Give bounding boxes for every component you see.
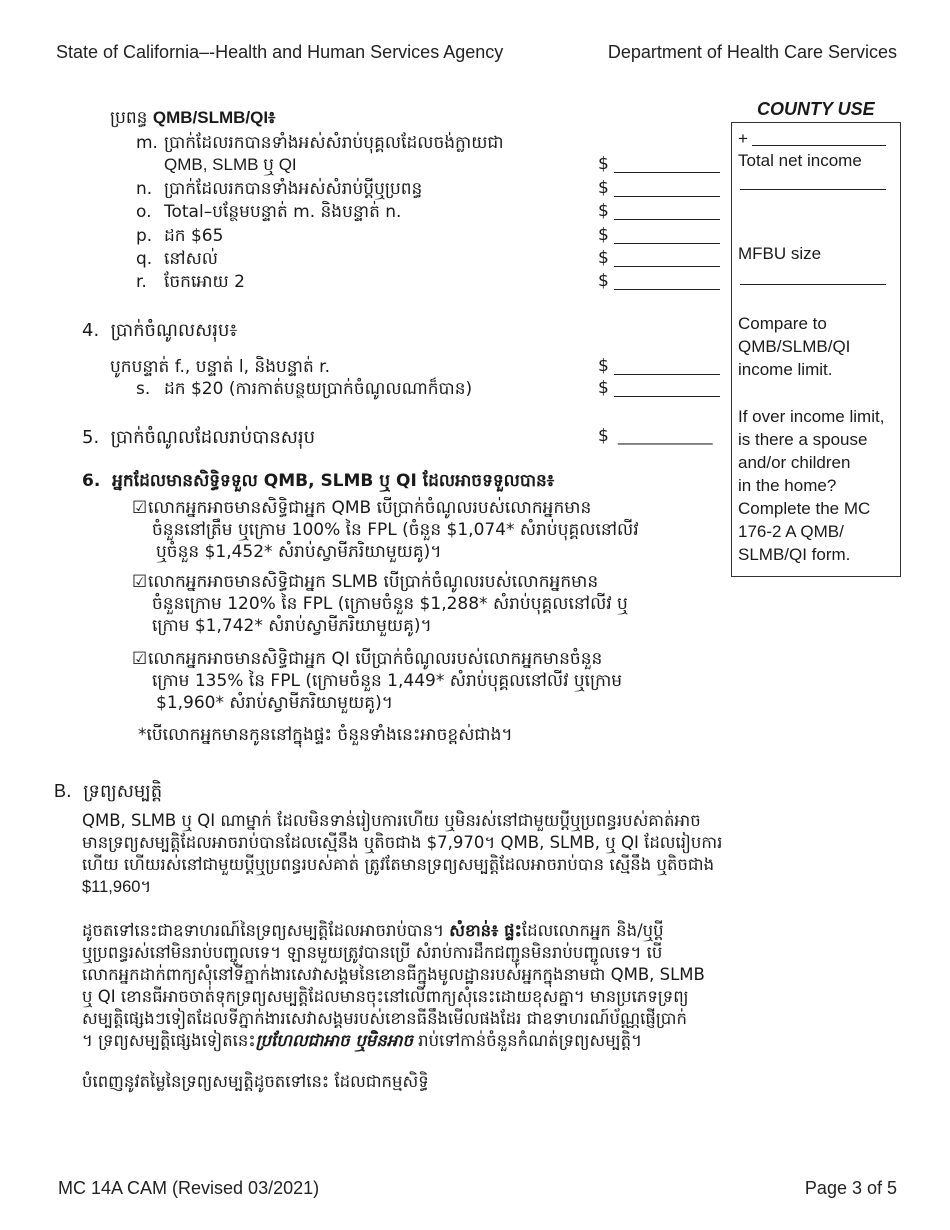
- field-r[interactable]: [614, 273, 720, 290]
- over-limit-line-7: SLMB/QI form.: [738, 545, 851, 564]
- total-net-income-label: Total net income: [738, 151, 862, 170]
- field-m[interactable]: [614, 156, 720, 173]
- item-4: 4. ប្រាក់ចំណូលសរុប៖: [82, 320, 238, 341]
- dollar-q: $: [598, 248, 609, 268]
- over-limit-line-4: in the home?: [738, 476, 837, 495]
- county-use-box: [731, 122, 901, 577]
- footer-page-number: Page 3 of 5: [804, 1178, 897, 1198]
- line-o: o. Total–បន្ថែមបន្ទាត់ m. និងបន្ទាត់ n.: [136, 202, 402, 222]
- section-b-paragraph-3: បំពេញនូវតម្លៃនៃទ្រព្យសម្បត្តិដូចតទៅនេះ ដែលជាកម្មសិទ្ធិ: [82, 1072, 429, 1091]
- line-p: p. ដក $65: [136, 226, 224, 246]
- dollar-4s: $: [598, 378, 609, 398]
- field-n[interactable]: [614, 180, 720, 197]
- item-6-footnote: *បើលោកអ្នកមានកូននៅក្នុងផ្ទះ ចំនួនទាំងនេះអាចខ្ពស់ជាង។: [138, 725, 513, 745]
- checkbox-qmb[interactable]: ☑: [132, 498, 148, 518]
- field-4s[interactable]: [614, 380, 720, 397]
- field-5[interactable]: __________: [618, 426, 713, 445]
- compare-line-3: income limit.: [738, 360, 833, 379]
- mfbu-size-label: MFBU size: [738, 244, 822, 263]
- section-b-heading: B. ទ្រព្យសម្បត្តិ: [54, 781, 163, 802]
- section-b-paragraph-2: ដូចតទៅនេះជាឧទាហរណ៍នៃទ្រព្យសម្បត្តិដែលអាចរាប់បាន។ សំខាន់៖ ផ្ទះដែលលោកអ្នក និង/ឬប្តី ឬប្រពន្ធរស់នៅមិនរាប់បញ្ចូលទេ។ ឡានមួយត្រូវបានប្រើ សំរាប់ការដឹកជញ្ជូនមិនរាប់បញ្ចូលទេ។ បើ លោកអ្នកដាក់ពាក្យសុំនៅទីភ្នាក់ងារសេវាសង្គមនៃខោនធីក្នុងមូលដ្ឋានរបស់អ្នកក្នុងនាមជា QMB, SLMB ឬ QI ខោនធីអាចចាត់ទុកទ្រព្យសម្បត្តិដែលមានចុះនៅលើពាក្យសុំនេះដោយខុសគ្នា។ មានប្រភេទទ្រព្យ សម្បត្តិផ្សេងៗទៀតដែលទីភ្នាក់ងារសេវាសង្គមរបស់ខោនធីនឹងមើលផងដែរ ជាឧទាហរណ៍ប័ណ្ណផ្ញើប្រាក់ ។ ទ្រព្យសម្បត្តិផ្សេងទៀតនេះប្រហែលជាអាច ឬមិនអាច រាប់ទៅកាន់ចំនួនកំណត់ទ្រព្យសម្បត្តិ។: [82, 921, 705, 1050]
- spouse-heading: ប្រពន្ធ QMB/SLMB/QI៖: [110, 108, 276, 128]
- dollar-m: $: [598, 154, 609, 174]
- over-limit-line-6: 176-2 A QMB/: [738, 522, 844, 541]
- checkbox-slmb[interactable]: ☑: [132, 572, 148, 592]
- field-4a[interactable]: [614, 358, 720, 375]
- field-p[interactable]: [614, 227, 720, 244]
- item-4-sub2: s. ដក $20 (ការកាត់បន្ថយប្រាក់ចំណូលណាក៏បាន): [136, 379, 473, 399]
- compare-line-1: Compare to: [738, 314, 827, 333]
- line-q: q. នៅសល់: [136, 249, 218, 269]
- option-qi: ☑លោកអ្នកអាចមានសិទ្ធិជាអ្នក QI បើប្រាក់ចំណូលរបស់លោកអ្នកមានចំនួន ក្រោម 135% នៃ FPL (ក្រោមចំនួន 1,449* សំរាប់បុគ្គលនៅលីវ ឬក្រោម $1,960* សំរាប់ស្វាមីភរិយាមួយគូ)។: [132, 649, 623, 713]
- over-limit-line-3: and/or children: [738, 453, 851, 472]
- line-n: n. ប្រាក់ដែលរកបានទាំងអស់សំរាប់ប្តីឬប្រពន្ធ: [136, 179, 423, 199]
- header-department: Department of Health Care Services: [607, 42, 897, 62]
- item-5: 5. ប្រាក់ចំណូលដែលរាប់បានសរុប: [82, 427, 316, 448]
- county-field-plus[interactable]: [752, 145, 886, 146]
- county-field-total[interactable]: [740, 189, 886, 190]
- dollar-p: $: [598, 225, 609, 245]
- line-m: m. ប្រាក់ដែលរកបានទាំងអស់សំរាប់បុគ្គលដែលចង់ក្លាយជា: [136, 133, 504, 153]
- county-use-title: COUNTY USE: [757, 99, 875, 119]
- option-slmb: ☑លោកអ្នកអាចមានសិទ្ធិជាអ្នក SLMB បើប្រាក់ចំណូលរបស់លោកអ្នកមាន ចំនួនក្រោម 120% នៃ FPL (ក្រោមចំនួន $1,288* សំរាប់បុគ្គលនៅលីវ ឬ ក្រោម $1,742* សំរាប់ស្វាមីភរិយាមួយគូ)។: [132, 572, 628, 636]
- over-limit-line-2: is there a spouse: [738, 430, 868, 449]
- field-o[interactable]: [614, 203, 720, 220]
- footer-form-id: MC 14A CAM (Revised 03/2021): [58, 1178, 320, 1198]
- item-4-sub1: បូកបន្ទាត់ f., បន្ទាត់ l, និងបន្ទាត់ r.: [110, 357, 331, 377]
- dollar-4a: $: [598, 356, 609, 376]
- county-field-mfbu[interactable]: [740, 284, 886, 285]
- checkbox-qi[interactable]: ☑: [132, 649, 148, 669]
- compare-line-2: QMB/SLMB/QI: [738, 337, 851, 356]
- section-b-paragraph-1: QMB, SLMB ឬ QI ណាម្នាក់ ដែលមិនទាន់រៀបការហើយ ឬមិនរស់នៅជាមួយប្តីឬប្រពន្ធរបស់គាត់អាច មានទ្រព្យសម្បត្តិដែលអាចរាប់បានដែលស្មើនឹង ឬតិចជាង $7,970។ QMB, SLMB, ឬ QI ដែលរៀបការ ហើយ ហើយរស់នៅជាមួយប្តីឬប្រពន្ធរបស់គាត់ ត្រូវតែមានទ្រព្យសម្បត្តិដែលអាចរាប់បាន ស្មើនឹង ឬតិចជាង $11,960។: [82, 811, 723, 896]
- dollar-r: $: [598, 271, 609, 291]
- header-agency: State of California–-Health and Human Services Agency: [56, 42, 504, 62]
- field-q[interactable]: [614, 250, 720, 267]
- plus-sign: +: [738, 129, 748, 148]
- option-qmb: ☑លោកអ្នកអាចមានសិទ្ធិជាអ្នក QMB បើប្រាក់ចំណូលរបស់លោកអ្នកមាន ចំនួននៅត្រឹម ឬក្រោម 100% នៃ FPL (ចំនួន $1,074* សំរាប់បុគ្គលនៅលីវ ឬចំនួន $1,452* សំរាប់ស្វាមីភរិយាមួយគូ)។: [132, 498, 639, 562]
- dollar-o: $: [598, 201, 609, 221]
- dollar-n: $: [598, 178, 609, 198]
- dollar-5: $: [598, 426, 609, 446]
- over-limit-line-5: Complete the MC: [738, 499, 871, 518]
- line-m-cont: QMB, SLMB ឬ QI: [164, 155, 297, 174]
- over-limit-line-1: If over income limit,: [738, 407, 885, 426]
- line-r: r. ចែកអោយ 2: [136, 272, 245, 292]
- item-6-title: 6. អ្នកដែលមានសិទ្ធិទទួល QMB, SLMB ឬ QI ដែលអាចទទួលបាន៖: [82, 471, 555, 491]
